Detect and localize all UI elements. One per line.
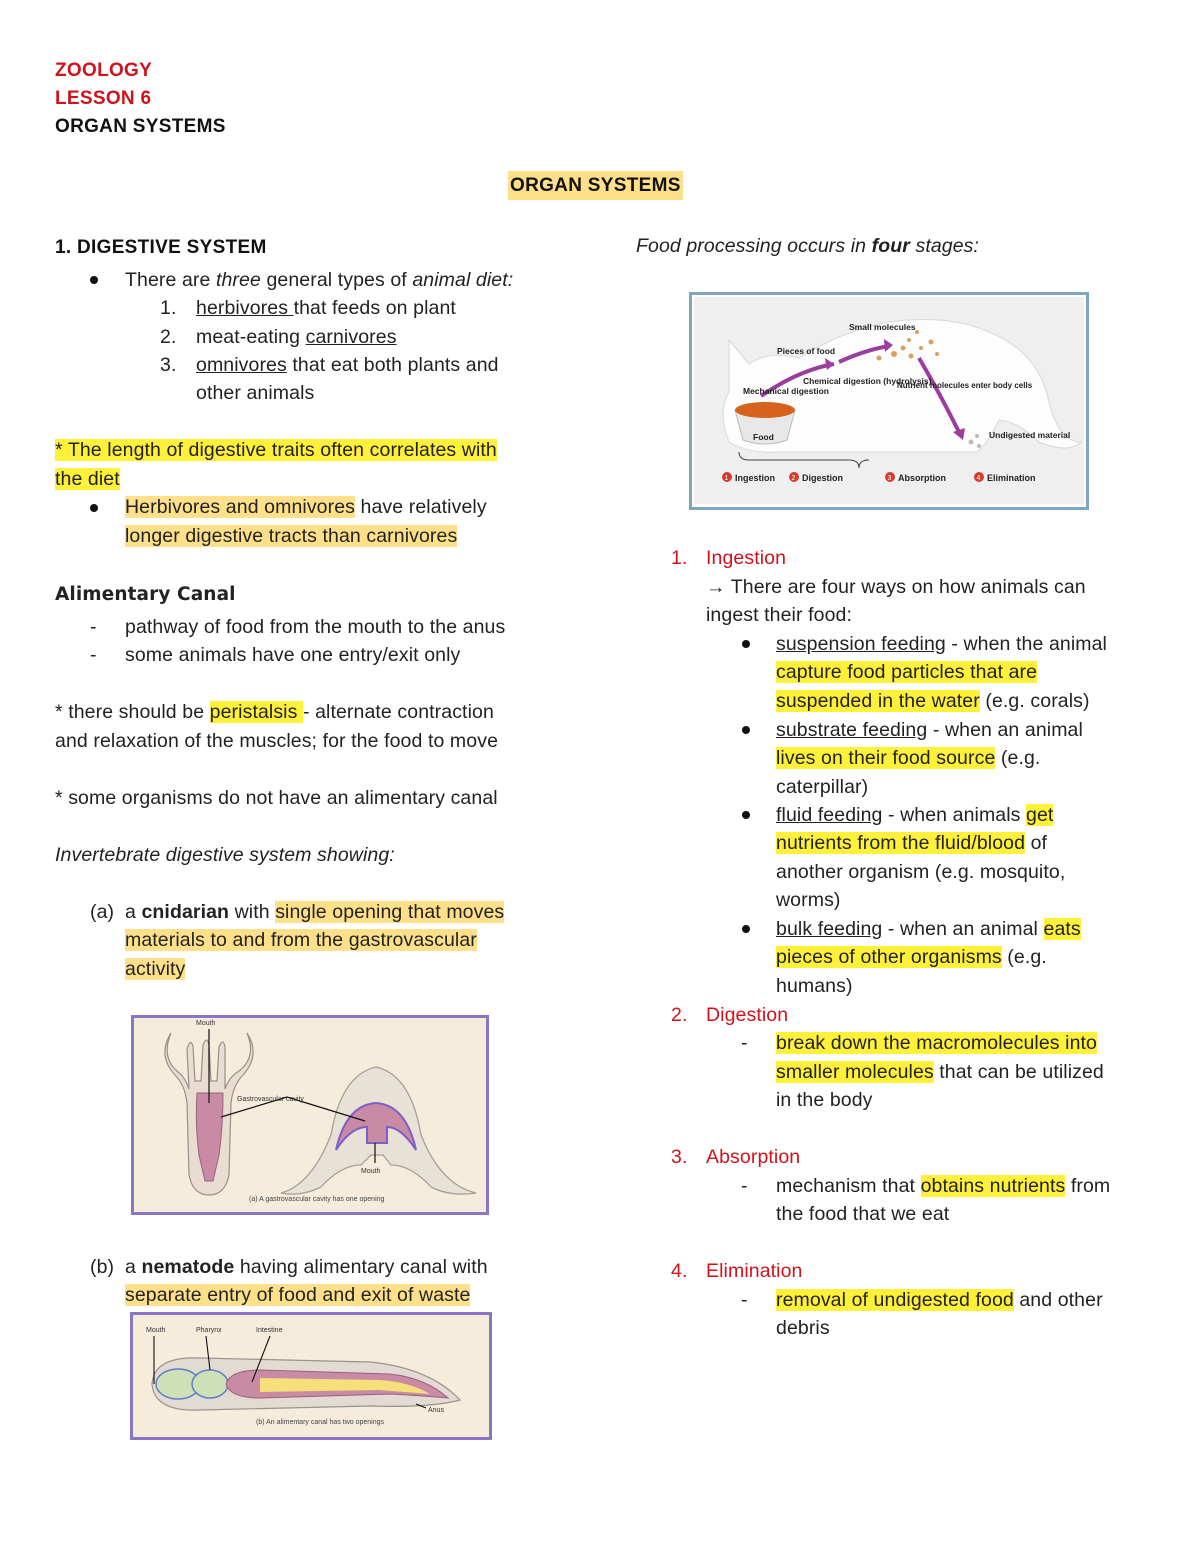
way-suspension-feeding-cont: capture food particles that are [776, 661, 1038, 683]
anus-label: Anus [428, 1407, 444, 1414]
note-digestive-length-cont: the diet [55, 468, 120, 490]
absorption-description-cont: the food that we eat [776, 1203, 950, 1225]
alimentary-item: some animals have one entry/exit only [125, 644, 461, 666]
nematode-description: a nematode having alimentary canal with [125, 1256, 488, 1278]
lesson-label: LESSON 6 [55, 88, 152, 109]
way-suspension-feeding: suspension feeding - when the animal [776, 633, 1107, 655]
diet-item-omnivores: omnivores that eat both plants and [196, 354, 499, 376]
dash: - [741, 1289, 748, 1311]
digestion-description: break down the macromolecules into [776, 1032, 1097, 1054]
invertebrate-title: Invertebrate digestive system showing: [55, 844, 395, 866]
alimentary-canal-title: Alimentary Canal [55, 584, 236, 605]
mouth-label: Mouth [146, 1327, 166, 1334]
figure-caption: (b) An alimentary canal has two openings [256, 1419, 385, 1426]
diet-item-num: 3. [160, 354, 177, 376]
elimination-description-cont: debris [776, 1317, 830, 1339]
cavity-label: Gastrovascular cavity [237, 1096, 304, 1103]
label-mechanical-digestion: Mechanical digestion [743, 386, 829, 396]
stage-number: 3. [671, 1146, 688, 1168]
section-title: 1. DIGESTIVE SYSTEM [55, 237, 267, 258]
cnidarian-description: a cnidarian with single opening that moves [125, 901, 505, 923]
bullet-dot [742, 811, 750, 819]
way-substrate-feeding-cont: caterpillar) [776, 776, 869, 798]
diet-item-herbivores: herbivores that feeds on plant [196, 297, 456, 319]
svg-text:Digestion: Digestion [802, 473, 844, 483]
way-bulk-feeding-cont: pieces of other organisms (e.g. [776, 946, 1047, 968]
figure-caption: (a) A gastrovascular cavity has one opening [249, 1196, 385, 1203]
peristalsis-note-cont: and relaxation of the muscles; for the food to move [55, 730, 499, 752]
dash: - [741, 1175, 748, 1197]
cnidarian-description-cont: activity [125, 958, 186, 980]
diet-item-omnivores-cont: other animals [196, 382, 315, 404]
cnidarian-description-cont: materials to and from the gastrovascular [125, 929, 477, 951]
nematode-description-cont: separate entry of food and exit of waste [125, 1284, 471, 1306]
label-small-molecules: Small molecules [849, 322, 916, 332]
subject-label: ZOOLOGY [55, 60, 153, 81]
svg-text:Absorption: Absorption [898, 473, 946, 483]
ingestion-intro: → There are four ways on how animals can [706, 576, 1086, 598]
tract-length-note-cont: longer digestive tracts than carnivores [125, 525, 458, 547]
diet-item-num: 2. [160, 326, 177, 348]
stage-title-elimination: Elimination [706, 1260, 803, 1282]
way-substrate-feeding-cont: lives on their food source (e.g. [776, 747, 1041, 769]
stage-number: 2. [671, 1004, 688, 1026]
svg-text:3: 3 [887, 475, 892, 482]
alimentary-item: pathway of food from the mouth to the anus [125, 616, 506, 638]
label-chemical-digestion: Chemical digestion (hydrolysis) [803, 376, 932, 386]
cnidarian-figure [131, 1015, 489, 1215]
stage-title-ingestion: Ingestion [706, 547, 787, 569]
way-bulk-feeding: bulk feeding - when an animal eats [776, 918, 1081, 940]
digestion-description-cont: in the body [776, 1089, 873, 1111]
mouth-label: Mouth [196, 1020, 216, 1027]
way-suspension-feeding-cont: suspended in the water (e.g. corals) [776, 690, 1090, 712]
way-fluid-feeding-cont: nutrients from the fluid/blood of [776, 832, 1048, 854]
topic-label: ORGAN SYSTEMS [55, 116, 226, 137]
ingestion-intro-cont: ingest their food: [706, 604, 852, 626]
svg-text:2: 2 [791, 475, 796, 482]
svg-text:Elimination: Elimination [987, 473, 1036, 483]
stage-number: 4. [671, 1260, 688, 1282]
tract-length-note: Herbivores and omnivores have relatively [125, 496, 487, 518]
bullet-dot [742, 925, 750, 933]
food-processing-figure [689, 292, 1089, 510]
item-label: (b) [90, 1256, 115, 1278]
peristalsis-note: * there should be peristalsis - alternate contraction [55, 701, 494, 723]
svg-text:1: 1 [724, 475, 729, 482]
item-label: (a) [90, 901, 115, 923]
absorption-description: mechanism that obtains nutrients from [776, 1175, 1111, 1197]
page-title: ORGAN SYSTEMS [508, 171, 683, 200]
elimination-description: removal of undigested food and other [776, 1289, 1103, 1311]
stage-number: 1. [671, 547, 688, 569]
digestion-description-cont: smaller molecules that can be utilized [776, 1061, 1104, 1083]
diet-item-num: 1. [160, 297, 177, 319]
svg-text:Ingestion: Ingestion [735, 473, 775, 483]
diet-item-carnivores: meat-eating carnivores [196, 326, 397, 348]
label-pieces-of-food: Pieces of food [777, 346, 836, 356]
stage-title-digestion: Digestion [706, 1004, 789, 1026]
stages-intro: Food processing occurs in four stages: [636, 235, 980, 257]
dash: - [90, 644, 97, 666]
diet-intro: There are three general types of animal diet: [125, 269, 514, 291]
note-digestive-length: * The length of digestive traits often correlates with [55, 439, 497, 461]
stage-title-absorption: Absorption [706, 1146, 801, 1168]
bullet-dot [742, 640, 750, 648]
nematode-figure [130, 1312, 492, 1440]
dash: - [741, 1032, 748, 1054]
way-fluid-feeding-cont: worms) [776, 889, 841, 911]
label-nutrient-molecules: Nutrient molecules enter body cells [897, 381, 1033, 390]
way-substrate-feeding: substrate feeding - when an animal [776, 719, 1083, 741]
bullet-dot [90, 276, 98, 284]
pharynx-label: Pharynx [196, 1327, 222, 1334]
mouth-label: Mouth [361, 1168, 381, 1175]
label-undigested-material: Undigested material [989, 430, 1071, 440]
bullet-dot [90, 504, 98, 512]
dash: - [90, 616, 97, 638]
intestine-label: Intestine [256, 1327, 283, 1334]
way-fluid-feeding-cont: another organism (e.g. mosquito, [776, 861, 1066, 883]
way-bulk-feeding-cont: humans) [776, 975, 853, 997]
way-fluid-feeding: fluid feeding - when animals get [776, 804, 1054, 826]
bullet-dot [742, 726, 750, 734]
svg-text:4: 4 [976, 475, 981, 482]
no-canal-note: * some organisms do not have an alimentary canal [55, 787, 498, 809]
label-food: Food [753, 432, 774, 442]
